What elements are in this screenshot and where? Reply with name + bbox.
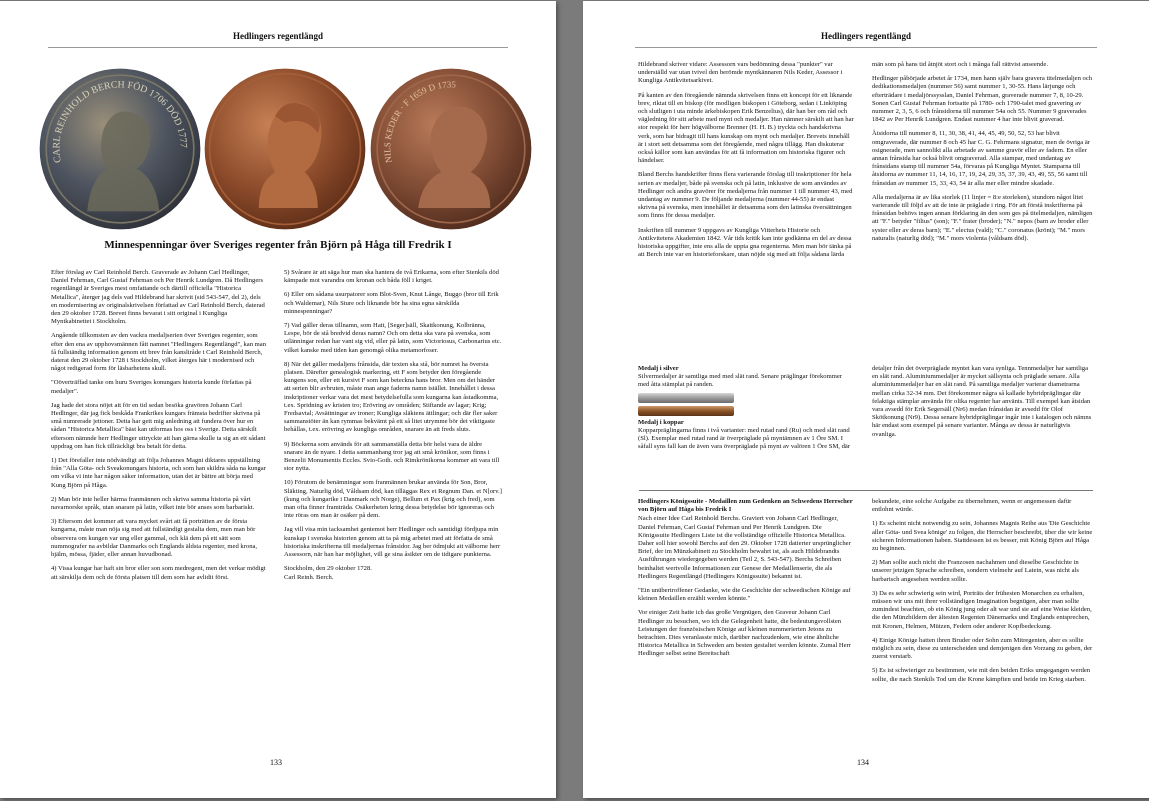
paragraph: Inskriften till nummer 9 uppgavs av Kungliga Vitterhets Historie och Antikvitetens Akademien 1842. Vår tids kritik kan inte godkänna en del av dessa historiska uppgifter, inte ens alla de uppta gna regenterna. Men man bör tänka på att Berch inte var en historieforskare, utan nöjde sig med att följa sådana lärda (638, 226, 852, 259)
coin-portrait-keder (369, 67, 533, 231)
paragraph: 5) Es ist schwieriger zu bestimmen, wie mit den beiden Eriks umgegangen werden sollte, die nach Stenkils Tod um die Krone kämpften und beide im Krieg starben. (872, 667, 1091, 683)
header-rule (48, 47, 508, 48)
paragraph: Vor einiger Zeit hatte ich das große Vergnügen, den Graveur Johann Carl Hedlinger zu besuchen, wo ich die Gelegenheit hatte, die bedeutungsvollsten Leistungen der französischen Könige auf kleinen nummerierten Jetons zu betrachten. Dies veranlasste mich, darüber nachzudenken, wie eine ähnliche Historica Metallica in Schweden am besten gestaltet werden könnte. Zumal Herr Hedlinger selbst seine Bereitschaft (638, 609, 851, 658)
coin-obverse-portrait (38, 67, 202, 231)
copper-text: Kopparpräglingarna finns i två varianter: med rutad rand (Ru) och med slät rand (Sl). Exemplar med rutad rand är överpräglade på myntämnen av 1 Öre SM. I såfall syns fall kan de även vara överpräglade på mynt av valören 1 Öre SM, där (638, 426, 851, 451)
paragraph: Bland Berchs handskrifter finns flera varierande förslag till inskriptioner för hela serien av medaljer, både på svenska och på latin, inklusive de som användes av Hedlinger och andra gravörer för medaljerna från nummer 1 till nummer 43, med undantag av nummer 9. De följande medaljerna (nummer 44-55) är endast skrivna på svenska, men innehållet är detsamma som den latinska översättningen som finns för dessa medaljer. (638, 171, 853, 220)
german-heading: Hedlingers Königssuite - Medaillen zum Gedenken an Schwedens Herrscher von Björn auf Håga bis Fredrik I (638, 498, 853, 514)
coin-portrait-hedlinger (203, 67, 367, 231)
paragraph: Hedlinger påbörjade arbetet år 1734, men hann själv bara gravera titelmedaljen och dedikationsmedaljen (nummer 56) samt nummer 1, 30-55. Hans lärjunge och efterträdare i medaljörssysslan, Daniel Fehrman, graverade nummer 7, 8, 10-29. Sonen Carl Gustaf Fehrman fortsatte på 1780- och 1790-talet med gravering av nummer 2, 3, 5, 6 och frånsidorna till nummer 54a och 55. Nummer 9 graverades 1842 av Per Henrik Lundgren. Endast nummer 4 har inte blivit graverad. (872, 75, 1093, 124)
paragraph: Nach einer Idee Carl Reinhold Berchs. Graviert von Johann Carl Hedlinger, Daniel Fehrman, Carl Gustaf Fehrman und Per Henrik Lundgren. Die Königssuite Hedlingers Liste ist die vollständige offizielle Historica Metallica. Daher soll hier sowohl Berchs auf den 29. Oktober 1728 datierter ursprünglicher Brief, der im Münzkabinett zu Stockholm bewahrt ist, als auch Hildebrandts Ausführungen wiedergegeben werden (Teil 2, S. 543-547). Berchs Schreiben beinhaltet wertvolle Informationen zur Genese der Medaillenserie, die als Hedlingers Regentlängd (Hedlingers Königssuite) bekannt ist. (638, 515, 851, 580)
coin-legend-keder: NILS KEDER · F 1659 D 1735 (382, 79, 457, 164)
paragraph: Efter förslag av Carl Reinhold Berch. Graverade av Johann Carl Hedlinger, Daniel Fehrman, Carl Gustaf Fehrman och Per Henrik Lundgren. Då Hedlingers regentlängd är Sveriges mest omfattande och därtill officiella "Historica Metallica", återger jag dels vad Hildebrand har skrivit (sid 543-547, del 2), dels en modernisering av originalskrivelsen författad av Carl Reinhold Berch, daterad den 29 oktober 1728. Brevet finns bevarat i sitt original i Kungliga Myntkabinettet i Stockholm. (51, 269, 265, 326)
paragraph: 10) Förutom de benämningar som franmännen brukar använda för Son, Bror, Släkting, Naturlig död, Våldsam död, kan tilläggas Rex et Regnum Dan. et N[orv.] (kung och kungarike i Danmark och Norge), Bellum et Pax (krig och fred), som man ofta finner framträda. Osäkerheten kring dessa betydelse bör ignoreras och inte röras om man är osäker på dem. (284, 479, 502, 520)
silver-edge-image (638, 393, 734, 403)
header-rule (635, 47, 1097, 48)
page-number: 134 (857, 758, 869, 767)
paragraph: 3) Eftersom det kommer att vara mycket svårt att få porträtten av de första kungarna, måste man nöja sig med att fullständigt gestalta dem, men man bör observera om kungen var ung eller gammal, och klä dem på ett sätt som nummografer na avbildar Danmarks och Englands äldsta regenter, med krona, hjälm, mössa, fjäder, eller annan huvudbonad. (51, 518, 258, 559)
paragraph: Jag hade det stora nöjet att för en tid sedan besöka gravören Johann Carl Hedlinger, där jag fick beskåda Frankrikes kungars främsta bedrifter skrivna på små numrerade jettoner. Detta har gett mig anledning att fundera över hur en sådan "Historica Metallica" bäst kan utformas hos oss i Sverige. Detta särskilt eftersom nämnde herr Hedlinger uttryckte att han gärna skulle ta sig an ett sådant uppdrag om han fick tillräckligt bra betalt för detta. (51, 401, 266, 450)
paragraph: 4) Vissa kungar har haft sin bror eller son som medregent, men det verkar mödigt att särskilja dem och de första platsen till dem som har avlidit först. (51, 565, 266, 581)
paragraph: bekundete, eine solche Aufgabe zu übernehmen, wenn er angemessen dafür entlohnt würde. (872, 498, 1072, 514)
running-header: Hedlingers regentlängd (232, 31, 324, 41)
text-column-2 (284, 269, 502, 751)
text-column-2 (872, 61, 1094, 361)
paragraph: Åtsidorna till nummer 8, 11, 30, 38, 41, 44, 45, 49, 50, 52, 53 har blivit omgraverade, där nummer 8 och 45 har C. G. Fehrmans signatur, men de övriga är osignerade, men sannolikt alla arbetade av samme gravör eller av fadern. En eller annan frånsida har också blivit omgraverad. Alla stampar, med undantag av frånsidans stamp till nummer 54a, förvaras på Kungliga Myntet. Stamparna till åtsidorna av nummer 11, 14, 16, 17, 19, 24, 29, 35, 37, 39, 43, 49, 55, 56 samt till frånsidan av nummer 15, 33, 43, 54 är alla mer eller mindre skadade. (872, 130, 1090, 187)
paragraph: 1) Det förefaller inte nödvändigt att följa Johannes Magni diktares uppställning från "Alla Göta- och Sveakonungars historia, och som han skildra såda na kungar om vilka vi inte har någon säker information, utan det är bättre att börja med Kung Björn på Håga. (51, 457, 266, 489)
german-column-1 (638, 498, 854, 754)
german-column-2 (872, 498, 1094, 754)
paragraph: 2) Man sollte auch nicht die Franzosen nachahmen und dieselbe Geschichte in unserer jetzigen Sprache schreiben, sondern vielmehr auf Latein, was nicht als barbarisch angesehen werden sollte. (872, 559, 1079, 583)
silver-text: Silvermedaljer är samtliga med med slät rand. Senare präglingar förekommer med åtta stämplat på randen. (638, 373, 842, 389)
paragraph: män som på hans tid åtnjöt stort och i många fall rättvist anseende. (872, 61, 1048, 68)
paragraph: 2) Man bör inte heller härma franmännen och skriva samma historia på vårt navarnorske språk, utan snarare på latin, vilket inte bör anses som barbariskt. (51, 495, 255, 512)
paragraph: 8) När det gäller medaljens frånsida, där texten ska stå, bör numret ha översta platsen. Därefter genealogisk markering, ett F som betyder den föregående kungens son, eller ett kursivt F som kan beteckna hans bror. Men om det händer att serien blir avbruten, måste man ange faderns namn istället. Innehållet i dessa inskriptioner verkar vara det mest betydelsefulla som kungarna kan åstadkomma, t.ex. Spridning av kristen tro; Erövring av områden; Stiftande av lagar; Krig; Fredsavtal; Avsättningar av troner; Kungliga släktens ättlingar; och där fler saker sammanstöter än kan rymmas bekvämt på ett så litet utrymme bör det viktigaste behållas, t.ex. erövring av kungliga områden, snarare än att freds sluts. (284, 360, 499, 434)
text-column-1 (51, 269, 267, 751)
coin-legend-berch: CARL REINHOLD BERCH FÖD 1706 DÖD 1777 (51, 79, 189, 164)
signature-block: Stockholm, den 29 oktober 1728. Carl Reinh. Berch. (284, 565, 372, 581)
page-133 (0, 1, 556, 798)
paragraph: Jag vill visa min tacksamhet gentemot herr Hedlinger och samtidigt fördjupa min kunskap i svenska historien genom att ta på mig arbetet med att författa de små historiska inskrifterna till medaljernas frånsidor. Jag ber ödmjukt att välborne herr Assessorn, när han har möjlighet, vill ge sina åsikter om de tidigare punkterna. (284, 526, 501, 559)
subheading-copper: Medalj i koppar (638, 418, 684, 426)
text-column-1 (638, 61, 854, 361)
section-divider (639, 490, 1093, 491)
paragraph: 4) Einige Könige hatten ihren Bruder oder Sohn zum Mitregenten, aber es sollte möglich zu sein, diese zu unterscheiden und demjenigen den Vorzang zu geben, der zuerst verstarb. (872, 636, 1093, 661)
paragraph: 3) Da es sehr schwierig sein wird, Porträts der frühesten Monarchen zu erhalten, müssen wir uns mit ihrer vollständigen Imagination begnügen, aber man sollte zumindest beachten, ob ein König jung oder alt war und sie auf eine Weise kleiden, die den Münzbildern der ältesten Regenten Dänemarks und Englands entsprechen, mit Kronen, Helmen, Mützen, Federn oder anderer Kopfbedeckung. (872, 589, 1092, 630)
copper-edge-image (638, 406, 734, 416)
paragraph: 9) Böckerna som används för att sammanställa detta bör helst vara de äldre snarare än de nyare. I detta sammanhang tror jag att små krönikor, som finns i Benzelii Monumentis Eccles. Svio-Goth. och Rimkrönikorna kommer att vara till stor nytta. (284, 440, 500, 473)
paragraph: "Ein unübertroffener Gedanke, wie die Geschichte der schwedischen Könige auf kleinen Medaillen erzählt werden könnte." (638, 587, 851, 603)
metal-section-cont (872, 365, 1094, 477)
paragraph: Angående tillkomsten av den vackra medaljserien över Sveriges regenter, som efter den ena av upphovsmännen fått namnet "Hedlingers Regentlängd", kan man få fullständig information genom ett brev från kansliråde t Carl Reinhold Berch, daterat den 29 oktober 1728 i Stockholm, vilket återges här i modernised och något redigerad form för läsbarhetens skull. (51, 332, 267, 373)
paragraph: 6) Eller om sådana usurpatorer som Blot-Sven, Knut Långe, Buggo (bror till Erik och Waldemar), Nils Sture och liknande bör ha sina egna särskilda minnespenningar? (284, 291, 499, 315)
paragraph: Alla medaljerna är av lika storlek (11 linjer = 8:e storleken), stundom något litet varierande till följd av att de inte är präglade i ring. För att förstå inskrifterna på frånsidan behövs ingen annan förklaring än den som ges på titelmedaljen, nämligen att "F." betyder "filius" (son); "F." frater (broder); "N." nepos (barn av broder eller syster eller av deras barn); "E." electus (vald); "C." coronatus (krönt); "M." mors naturalis (naturlig död); "M." mors violenta (våldsam död). (872, 193, 1093, 242)
paragraph: 5) Svårare är att säga hur man ska hantera de två Erikarna, som efter Stenkils död kämpade mot varandra om kronan och båda föll i kriget. (284, 269, 499, 285)
running-header: Hedlingers regentlängd (820, 31, 912, 41)
paragraph: 1) Es scheint nicht notwendig zu sein, Johannes Magnis Reihe aus 'Die Geschichte aller Göta- und Svea könige' zu folgen, die Herrscher beschreibt, über die wir keine sicheren Informationen haben. Stattdessen ist es besser, mit König Björn auf Håga zu beginnen. (872, 520, 1093, 553)
paragraph: På kanten av den föregående nämnda skrivelsen finns ett koncept för ett liknande brev, riktat till en biskop (för modligen biskopen i Göteborg, sedan i Linköping och slutligen i uta minde ärkebiskopen Erik Benzelius), där han ber om råd och vägledning för sitt arbete med mynt och medaljer. Han nämner särskilt att han har stor respekt för herr högvälborne Brenner (H. H. B.) tryckta och handskrivna verk, som har bidragit till hans kunskap om mynt och medaljer. Brevets innehåll är i stort sett detsamma som det föregående, med några tillägg. Han diskuterar också källor som kan användas för att få information om historiska figurer och händelser. (638, 91, 854, 165)
paragraph: "Oöverträffad tanke om huru Sveriges konungars historia kunde författas på medaljer". (51, 379, 252, 395)
paragraph: detaljer från det överpräglade myntet kan vara synliga. Tennmedaljer har samtliga en slät rand. Aluminiummedaljer är mycket sällsynta och präglade senare. Alla aluminiummedaljer har en slät rand. På samtliga medaljer varierar diametrarna mellan cirka 32-34 mm. Det förekommer några så kallade hybridpräglingar där felaktiga stämplar använda för olika regenter har använts. Till exempel kan åtsidan vara avsedd för Erik Segersäll (Nr6) medan frånsidan är avsedd för Olof Skötkonung (Nr9). Dessa senare hybridpräglingar ingår inte i katalogen och nämns här endast som exempel på senare varianter. Många av dessa är naturligtvis ovanliga. (872, 365, 1092, 438)
paragraph: Hildebrand skriver vidare: Assessorn vars bedömning dessa "punkter" var underställd var utan tvivel den berömde myntkännaren Nils Keder, Assessor i Kungliga Antikvitetsarkivet. (638, 61, 843, 85)
paragraph: 7) Vad gäller deras tillnamn, som Hatt, [Seger]säll, Skattkonung, Kolbränna, Lespe, bör de stå bredvid deras namn? Och om detta ska vara på svenska, som utlänningar redan har vant sig vid, eller på latin, som Victoriosus, Carbonarius etc. vilket kanske med tiden kan genomgå olika metamorfoser. (284, 322, 502, 354)
page-134 (583, 1, 1149, 798)
page-number: 133 (270, 758, 282, 767)
page-title: Minnespenningar över Sveriges regenter från Björn på Håga till Fredrik I (104, 239, 452, 251)
subheading-silver: Medalj i silver (638, 365, 679, 372)
metal-section (638, 365, 854, 477)
